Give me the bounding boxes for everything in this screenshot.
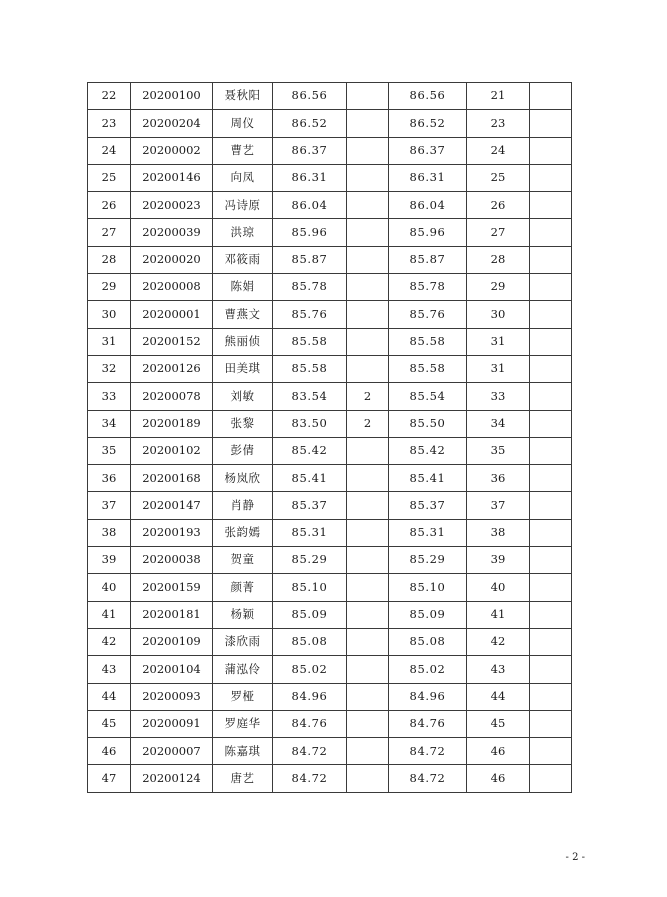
cell-note bbox=[530, 656, 572, 683]
cell-score: 85.08 bbox=[273, 628, 347, 655]
cell-final-score: 85.50 bbox=[389, 410, 467, 437]
cell-rank: 37 bbox=[467, 492, 530, 519]
cell-seq: 40 bbox=[88, 574, 131, 601]
cell-bonus bbox=[347, 465, 389, 492]
cell-final-score: 85.41 bbox=[389, 465, 467, 492]
cell-score: 85.29 bbox=[273, 547, 347, 574]
cell-bonus bbox=[347, 110, 389, 137]
cell-rank: 34 bbox=[467, 410, 530, 437]
cell-seq: 38 bbox=[88, 519, 131, 546]
cell-exam-id: 20200093 bbox=[131, 683, 213, 710]
cell-exam-id: 20200078 bbox=[131, 383, 213, 410]
cell-exam-id: 20200038 bbox=[131, 547, 213, 574]
cell-score: 86.31 bbox=[273, 164, 347, 191]
table-row bbox=[88, 465, 572, 492]
cell-name: 张黎 bbox=[213, 410, 273, 437]
cell-rank: 35 bbox=[467, 437, 530, 464]
cell-final-score: 84.72 bbox=[389, 765, 467, 792]
cell-rank: 29 bbox=[467, 274, 530, 301]
cell-name: 刘敏 bbox=[213, 383, 273, 410]
cell-score: 85.42 bbox=[273, 437, 347, 464]
cell-final-score: 85.42 bbox=[389, 437, 467, 464]
cell-exam-id: 20200002 bbox=[131, 137, 213, 164]
cell-rank: 43 bbox=[467, 656, 530, 683]
cell-seq: 43 bbox=[88, 656, 131, 683]
table-row bbox=[88, 574, 572, 601]
cell-note bbox=[530, 110, 572, 137]
cell-score: 85.09 bbox=[273, 601, 347, 628]
table-row bbox=[88, 492, 572, 519]
cell-seq: 32 bbox=[88, 355, 131, 382]
cell-bonus bbox=[347, 738, 389, 765]
cell-name: 田美琪 bbox=[213, 355, 273, 382]
cell-name: 陈娟 bbox=[213, 274, 273, 301]
cell-rank: 46 bbox=[467, 765, 530, 792]
cell-score: 84.72 bbox=[273, 738, 347, 765]
cell-note bbox=[530, 519, 572, 546]
cell-exam-id: 20200104 bbox=[131, 656, 213, 683]
cell-rank: 31 bbox=[467, 328, 530, 355]
cell-score: 85.78 bbox=[273, 274, 347, 301]
cell-name: 罗庭华 bbox=[213, 710, 273, 737]
cell-bonus bbox=[347, 574, 389, 601]
cell-name: 贺童 bbox=[213, 547, 273, 574]
cell-seq: 30 bbox=[88, 301, 131, 328]
cell-bonus bbox=[347, 219, 389, 246]
cell-exam-id: 20200124 bbox=[131, 765, 213, 792]
table-row bbox=[88, 164, 572, 191]
cell-bonus bbox=[347, 83, 389, 110]
cell-seq: 46 bbox=[88, 738, 131, 765]
cell-final-score: 85.58 bbox=[389, 355, 467, 382]
cell-rank: 45 bbox=[467, 710, 530, 737]
cell-seq: 41 bbox=[88, 601, 131, 628]
cell-seq: 47 bbox=[88, 765, 131, 792]
cell-seq: 27 bbox=[88, 219, 131, 246]
table-row bbox=[88, 383, 572, 410]
table-row bbox=[88, 301, 572, 328]
table-row bbox=[88, 137, 572, 164]
cell-rank: 38 bbox=[467, 519, 530, 546]
cell-final-score: 85.96 bbox=[389, 219, 467, 246]
table-row bbox=[88, 246, 572, 273]
cell-rank: 24 bbox=[467, 137, 530, 164]
cell-note bbox=[530, 164, 572, 191]
cell-bonus: 2 bbox=[347, 410, 389, 437]
cell-final-score: 84.96 bbox=[389, 683, 467, 710]
cell-name: 邓筱雨 bbox=[213, 246, 273, 273]
cell-bonus bbox=[347, 547, 389, 574]
cell-score: 85.41 bbox=[273, 465, 347, 492]
cell-final-score: 85.37 bbox=[389, 492, 467, 519]
table-row bbox=[88, 601, 572, 628]
cell-seq: 35 bbox=[88, 437, 131, 464]
cell-exam-id: 20200126 bbox=[131, 355, 213, 382]
cell-note bbox=[530, 246, 572, 273]
cell-final-score: 86.56 bbox=[389, 83, 467, 110]
cell-rank: 26 bbox=[467, 192, 530, 219]
cell-exam-id: 20200189 bbox=[131, 410, 213, 437]
table-row bbox=[88, 710, 572, 737]
cell-exam-id: 20200109 bbox=[131, 628, 213, 655]
table-row bbox=[88, 83, 572, 110]
cell-bonus bbox=[347, 274, 389, 301]
cell-score: 84.96 bbox=[273, 683, 347, 710]
cell-name: 聂秋阳 bbox=[213, 83, 273, 110]
cell-name: 唐艺 bbox=[213, 765, 273, 792]
cell-bonus bbox=[347, 246, 389, 273]
table-row bbox=[88, 437, 572, 464]
cell-seq: 29 bbox=[88, 274, 131, 301]
cell-note bbox=[530, 192, 572, 219]
cell-seq: 36 bbox=[88, 465, 131, 492]
cell-exam-id: 20200146 bbox=[131, 164, 213, 191]
cell-final-score: 85.54 bbox=[389, 383, 467, 410]
cell-rank: 40 bbox=[467, 574, 530, 601]
cell-bonus bbox=[347, 628, 389, 655]
cell-bonus bbox=[347, 710, 389, 737]
cell-bonus bbox=[347, 437, 389, 464]
cell-bonus bbox=[347, 192, 389, 219]
cell-note bbox=[530, 437, 572, 464]
cell-seq: 37 bbox=[88, 492, 131, 519]
cell-seq: 31 bbox=[88, 328, 131, 355]
cell-final-score: 85.58 bbox=[389, 328, 467, 355]
cell-bonus bbox=[347, 164, 389, 191]
table-row bbox=[88, 683, 572, 710]
score-table bbox=[87, 82, 572, 793]
cell-bonus bbox=[347, 683, 389, 710]
cell-rank: 27 bbox=[467, 219, 530, 246]
cell-score: 83.50 bbox=[273, 410, 347, 437]
cell-rank: 33 bbox=[467, 383, 530, 410]
cell-bonus bbox=[347, 301, 389, 328]
table-row bbox=[88, 628, 572, 655]
cell-score: 86.04 bbox=[273, 192, 347, 219]
cell-exam-id: 20200001 bbox=[131, 301, 213, 328]
cell-final-score: 85.02 bbox=[389, 656, 467, 683]
cell-score: 85.96 bbox=[273, 219, 347, 246]
cell-exam-id: 20200159 bbox=[131, 574, 213, 601]
table-row bbox=[88, 328, 572, 355]
cell-rank: 44 bbox=[467, 683, 530, 710]
cell-rank: 30 bbox=[467, 301, 530, 328]
cell-score: 86.56 bbox=[273, 83, 347, 110]
table-row bbox=[88, 656, 572, 683]
cell-exam-id: 20200168 bbox=[131, 465, 213, 492]
cell-name: 颜菁 bbox=[213, 574, 273, 601]
cell-bonus: 2 bbox=[347, 383, 389, 410]
table-row bbox=[88, 355, 572, 382]
cell-rank: 42 bbox=[467, 628, 530, 655]
cell-name: 陈嘉琪 bbox=[213, 738, 273, 765]
cell-score: 85.37 bbox=[273, 492, 347, 519]
page-number: - 2 - bbox=[565, 852, 585, 863]
cell-seq: 24 bbox=[88, 137, 131, 164]
cell-name: 罗桠 bbox=[213, 683, 273, 710]
cell-note bbox=[530, 765, 572, 792]
cell-final-score: 85.78 bbox=[389, 274, 467, 301]
cell-seq: 39 bbox=[88, 547, 131, 574]
cell-final-score: 85.31 bbox=[389, 519, 467, 546]
cell-name: 彭倩 bbox=[213, 437, 273, 464]
cell-rank: 21 bbox=[467, 83, 530, 110]
cell-seq: 23 bbox=[88, 110, 131, 137]
cell-bonus bbox=[347, 137, 389, 164]
cell-seq: 22 bbox=[88, 83, 131, 110]
cell-note bbox=[530, 301, 572, 328]
cell-name: 杨岚欣 bbox=[213, 465, 273, 492]
cell-score: 85.58 bbox=[273, 355, 347, 382]
cell-exam-id: 20200091 bbox=[131, 710, 213, 737]
cell-score: 84.76 bbox=[273, 710, 347, 737]
cell-note bbox=[530, 274, 572, 301]
cell-exam-id: 20200204 bbox=[131, 110, 213, 137]
cell-note bbox=[530, 547, 572, 574]
cell-exam-id: 20200100 bbox=[131, 83, 213, 110]
cell-score: 85.02 bbox=[273, 656, 347, 683]
cell-final-score: 85.10 bbox=[389, 574, 467, 601]
table-row bbox=[88, 738, 572, 765]
cell-seq: 45 bbox=[88, 710, 131, 737]
table-row bbox=[88, 192, 572, 219]
table-row bbox=[88, 110, 572, 137]
cell-bonus bbox=[347, 601, 389, 628]
cell-exam-id: 20200181 bbox=[131, 601, 213, 628]
cell-seq: 33 bbox=[88, 383, 131, 410]
cell-rank: 39 bbox=[467, 547, 530, 574]
cell-score: 83.54 bbox=[273, 383, 347, 410]
cell-bonus bbox=[347, 355, 389, 382]
cell-rank: 23 bbox=[467, 110, 530, 137]
cell-name: 周仪 bbox=[213, 110, 273, 137]
cell-seq: 25 bbox=[88, 164, 131, 191]
cell-bonus bbox=[347, 519, 389, 546]
cell-name: 熊丽侦 bbox=[213, 328, 273, 355]
cell-score: 85.76 bbox=[273, 301, 347, 328]
cell-note bbox=[530, 683, 572, 710]
cell-name: 肖静 bbox=[213, 492, 273, 519]
cell-name: 向凤 bbox=[213, 164, 273, 191]
cell-exam-id: 20200102 bbox=[131, 437, 213, 464]
cell-final-score: 86.04 bbox=[389, 192, 467, 219]
cell-rank: 31 bbox=[467, 355, 530, 382]
table-row bbox=[88, 519, 572, 546]
cell-final-score: 85.08 bbox=[389, 628, 467, 655]
cell-final-score: 85.09 bbox=[389, 601, 467, 628]
cell-score: 85.10 bbox=[273, 574, 347, 601]
table-row bbox=[88, 274, 572, 301]
table-row bbox=[88, 219, 572, 246]
cell-seq: 44 bbox=[88, 683, 131, 710]
cell-name: 张韵嫣 bbox=[213, 519, 273, 546]
cell-bonus bbox=[347, 328, 389, 355]
cell-exam-id: 20200193 bbox=[131, 519, 213, 546]
cell-score: 85.58 bbox=[273, 328, 347, 355]
cell-rank: 28 bbox=[467, 246, 530, 273]
cell-final-score: 85.29 bbox=[389, 547, 467, 574]
cell-score: 85.87 bbox=[273, 246, 347, 273]
cell-bonus bbox=[347, 765, 389, 792]
cell-rank: 36 bbox=[467, 465, 530, 492]
cell-exam-id: 20200147 bbox=[131, 492, 213, 519]
cell-note bbox=[530, 574, 572, 601]
table-row bbox=[88, 547, 572, 574]
cell-exam-id: 20200152 bbox=[131, 328, 213, 355]
cell-final-score: 86.31 bbox=[389, 164, 467, 191]
cell-rank: 46 bbox=[467, 738, 530, 765]
cell-exam-id: 20200039 bbox=[131, 219, 213, 246]
cell-bonus bbox=[347, 656, 389, 683]
cell-final-score: 84.76 bbox=[389, 710, 467, 737]
cell-final-score: 84.72 bbox=[389, 738, 467, 765]
cell-note bbox=[530, 383, 572, 410]
cell-score: 86.37 bbox=[273, 137, 347, 164]
cell-score: 84.72 bbox=[273, 765, 347, 792]
cell-seq: 34 bbox=[88, 410, 131, 437]
cell-note bbox=[530, 83, 572, 110]
cell-rank: 25 bbox=[467, 164, 530, 191]
cell-rank: 41 bbox=[467, 601, 530, 628]
cell-score: 85.31 bbox=[273, 519, 347, 546]
cell-exam-id: 20200020 bbox=[131, 246, 213, 273]
cell-note bbox=[530, 328, 572, 355]
cell-name: 漆欣雨 bbox=[213, 628, 273, 655]
cell-seq: 26 bbox=[88, 192, 131, 219]
cell-bonus bbox=[347, 492, 389, 519]
cell-note bbox=[530, 710, 572, 737]
cell-exam-id: 20200023 bbox=[131, 192, 213, 219]
cell-name: 蒲泓伶 bbox=[213, 656, 273, 683]
cell-seq: 42 bbox=[88, 628, 131, 655]
cell-score: 86.52 bbox=[273, 110, 347, 137]
cell-note bbox=[530, 628, 572, 655]
cell-seq: 28 bbox=[88, 246, 131, 273]
cell-note bbox=[530, 492, 572, 519]
cell-name: 曹燕文 bbox=[213, 301, 273, 328]
table-row bbox=[88, 765, 572, 792]
cell-note bbox=[530, 465, 572, 492]
cell-name: 杨颖 bbox=[213, 601, 273, 628]
cell-final-score: 86.37 bbox=[389, 137, 467, 164]
cell-final-score: 86.52 bbox=[389, 110, 467, 137]
cell-note bbox=[530, 137, 572, 164]
score-table-body bbox=[88, 83, 572, 793]
table-row bbox=[88, 410, 572, 437]
cell-note bbox=[530, 355, 572, 382]
cell-name: 洪琼 bbox=[213, 219, 273, 246]
cell-note bbox=[530, 219, 572, 246]
cell-name: 曹艺 bbox=[213, 137, 273, 164]
cell-final-score: 85.87 bbox=[389, 246, 467, 273]
cell-name: 冯诗原 bbox=[213, 192, 273, 219]
cell-final-score: 85.76 bbox=[389, 301, 467, 328]
cell-exam-id: 20200008 bbox=[131, 274, 213, 301]
cell-note bbox=[530, 738, 572, 765]
cell-exam-id: 20200007 bbox=[131, 738, 213, 765]
cell-note bbox=[530, 410, 572, 437]
cell-note bbox=[530, 601, 572, 628]
